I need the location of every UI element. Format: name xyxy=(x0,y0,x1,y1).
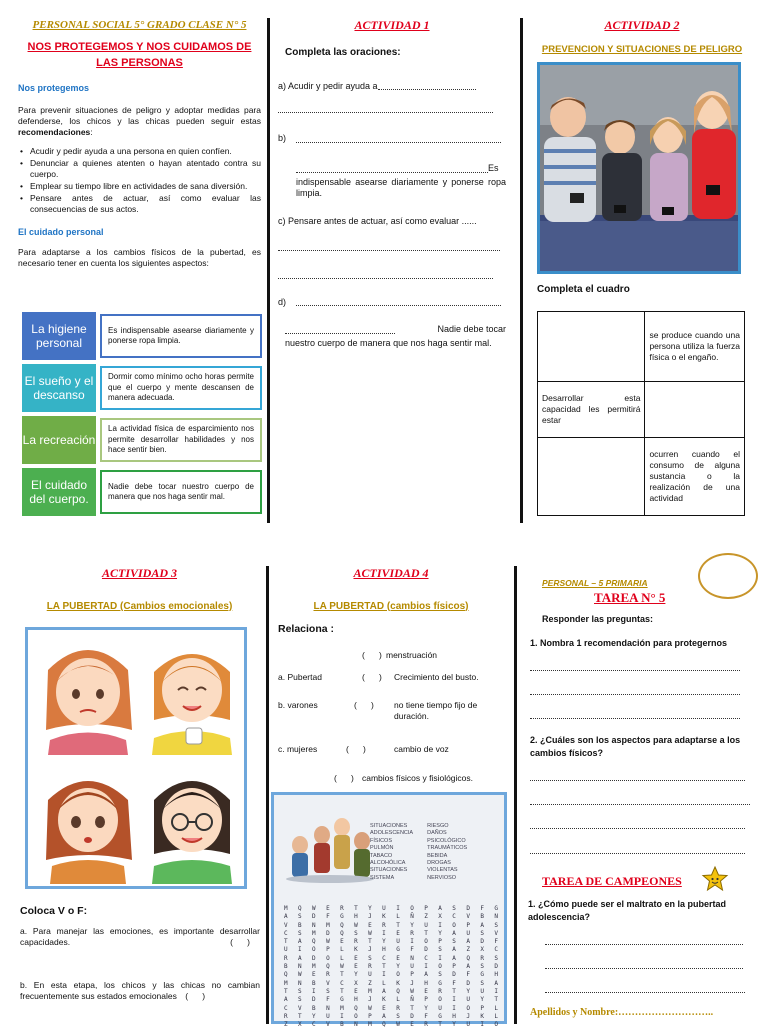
question-b-text: indispensable asearse diariamente y ponerse ropa limpia. xyxy=(296,176,506,199)
lesson-title: NOS PROTEGEMOS Y NOS CUIDAMOS DE LAS PERSONAS xyxy=(27,41,252,69)
aspect-desc: La actividad física de esparcimiento nos permite desarrollar habilidades y nos hace sentir bien. xyxy=(100,418,262,462)
column-divider xyxy=(267,18,270,523)
vf-statement: b. En esta etapa, los chicos y las chicas no cambian frecuentemente sus estados emocionales ( ) xyxy=(20,980,260,1002)
answer-line xyxy=(545,944,743,945)
relate-right: no tiene tiempo fijo de duración. xyxy=(394,700,478,722)
activity-subtitle: LA PUBERTAD (cambios físicos) xyxy=(313,600,469,612)
tarea-top-label: PERSONAL – 5 PRIMARIA xyxy=(542,578,648,588)
activity-instruction: Relaciona : xyxy=(278,622,335,635)
word-item: BEBIDA xyxy=(427,852,448,859)
relate-answer-box[interactable]: ( ) xyxy=(334,773,354,783)
relate-right: Crecimiento del busto. xyxy=(394,672,479,682)
decorative-oval xyxy=(698,553,758,599)
answer-line xyxy=(530,694,740,695)
question-d-text: nuestro cuerpo de manera que nos haga sentir mal. xyxy=(285,338,492,349)
table-cell: se produce cuando una persona utiliza la fuerza física o el engaño. xyxy=(645,312,745,382)
word-item: FÍSICOS xyxy=(370,837,393,844)
aspects-list xyxy=(22,312,262,522)
relate-row xyxy=(278,773,508,787)
tarea-title: TAREA N° 5 xyxy=(594,590,666,605)
word-item: RIESGO xyxy=(427,823,449,829)
table-cell: Desarrollar esta capacidad les permitirá estar xyxy=(538,382,645,438)
column-actividad-1 xyxy=(278,18,506,350)
vf-statement: a. Para manejar las emociones, es importante desarrollar capacidades. ( ) xyxy=(20,926,260,948)
aspect-label: El cuidado del cuerpo. xyxy=(22,468,96,516)
champions-title: TAREA DE CAMPEONES xyxy=(542,874,682,888)
question-b-cont: Es xyxy=(278,163,506,175)
table-cell[interactable] xyxy=(645,382,745,438)
word-item: DROGAS xyxy=(427,860,451,867)
aspect-row xyxy=(22,416,262,464)
section-intro: Para prevenir situaciones de peligro y adoptar medidas para defenderse, los chicos y las chicas pueden seguir estas recomendaciones: xyxy=(18,104,261,137)
relate-row xyxy=(278,672,508,686)
student-name-label[interactable]: Apellidos y Nombre:……………………….. xyxy=(530,1007,714,1018)
activity-subtitle: PREVENCION Y SITUACIONES DE PELIGRO xyxy=(541,43,743,55)
recommendations-list xyxy=(18,146,261,215)
answer-line xyxy=(530,670,740,671)
tarea-question: 1. ¿Cómo puede ser el maltrato en la pubertad adolescencia? xyxy=(528,899,727,922)
relate-answer-box[interactable]: ( ) xyxy=(362,672,382,682)
answer-line xyxy=(545,992,745,993)
question-a: a) Acudir y pedir ayuda a xyxy=(278,81,506,93)
relate-row xyxy=(278,700,508,726)
answer-line xyxy=(530,828,745,829)
answer-line xyxy=(545,968,743,969)
table-row xyxy=(538,312,745,382)
answer-line xyxy=(530,780,745,781)
relate-right: cambios físicos y fisiológicos. xyxy=(362,773,474,783)
table-row xyxy=(538,438,745,516)
question-d: d) xyxy=(278,297,506,309)
aspect-label: La recreación xyxy=(22,416,96,464)
activity-title: ACTIVIDAD 4 xyxy=(353,566,429,580)
photo-kids-phones xyxy=(537,62,741,274)
word-item: ADOLESCENCIA xyxy=(370,830,414,837)
question-d-cont: Nadie debe tocar xyxy=(278,324,506,336)
list-item: • Acudir y pedir ayuda a una persona en quien confíen. xyxy=(18,146,261,157)
table-cell: ocurren cuando el consumo de alguna sustancia o la realización de una actividad xyxy=(645,438,745,516)
aspect-label: La higiene personal xyxy=(22,312,96,360)
tarea-question: 2. ¿Cuáles son los aspectos para adaptarse a los cambios físicos? xyxy=(530,735,741,758)
column-divider xyxy=(266,566,269,1024)
relate-left: b. varones xyxy=(278,700,318,710)
word-item: ALCOHÓLICA xyxy=(370,860,406,867)
relate-answer-box[interactable]: ( ) xyxy=(346,744,366,754)
letter-grid[interactable]: M Q W E R T Y U I O P A S D F G A S D F G H J K L Ñ Z X C V B N V B N M Q W E R T Y U I O P A S C S M D Q S W I E R T Y A U S V T A Q W E R T Y U I O P S A D F U I O P L K J H G F D S A Z X C R A D O L E S C E N C I A Q R S B N M Q W E R T Y U I O P A S D Q W E R T Y U I O P A S D F G H M N B V C X Z L K J H G F D S A T S I S T E M A Q W E R T Y U I A S D F G H J K L Ñ P O I U Y T C V B N M Q W E R T Y U I O P L R T Y U I O P A S D F G H J K L Z X C V B N M Q W E R T Y U I O xyxy=(284,905,502,1029)
answer-line xyxy=(278,250,500,251)
relate-left: c. mujeres xyxy=(278,744,318,754)
vf-item xyxy=(20,926,260,948)
kids-phones-illustration xyxy=(540,65,738,271)
word-item: PULMÓN xyxy=(370,845,394,852)
relate-row xyxy=(278,744,508,758)
table-cell[interactable] xyxy=(538,438,645,516)
relate-row xyxy=(278,650,508,664)
aspect-row xyxy=(22,468,262,516)
star-icon xyxy=(702,866,728,892)
relate-answer-box[interactable]: ( ) xyxy=(362,650,382,660)
cuadro-table xyxy=(537,311,745,516)
word-search xyxy=(271,792,507,1029)
word-item: TRAUMÁTICOS xyxy=(427,845,468,852)
answer-line xyxy=(278,278,493,279)
word-item: VIOLENTAS xyxy=(427,867,458,874)
section-title: Nos protegemos xyxy=(18,83,90,94)
list-item: • Pensare antes de actuar, así como evaluar las consecuencias de sus actos. xyxy=(18,193,261,215)
answer-line xyxy=(530,718,740,719)
column-lesson xyxy=(18,18,261,269)
answer-line xyxy=(530,853,745,854)
cuadro-table-wrap xyxy=(537,311,745,516)
relate-answer-box[interactable]: ( ) xyxy=(354,700,374,710)
column-divider xyxy=(520,18,523,523)
aspect-label: El sueño y el descanso xyxy=(22,364,96,412)
aspect-desc: Nadie debe tocar nuestro cuerpo de manera que nos haga sentir mal. xyxy=(100,470,262,514)
column-actividad-4 xyxy=(272,566,510,636)
section-title: El cuidado personal xyxy=(18,227,104,238)
relate-right: menstruación xyxy=(386,650,438,660)
word-item: SISTEMA xyxy=(370,874,395,881)
word-list xyxy=(370,823,467,882)
question-c: c) Pensare antes de actuar, así como evaluar ...... xyxy=(278,216,477,227)
aspect-row xyxy=(22,364,262,412)
relate-right: cambio de voz xyxy=(394,744,449,754)
column-actividad-2 xyxy=(532,18,752,56)
youth-group-illustration xyxy=(280,805,380,885)
word-item: NERVIOSO xyxy=(427,874,457,881)
word-item: TABACO xyxy=(370,852,393,859)
tarea-question: 1. Nombra 1 recomendación para protegernos xyxy=(530,638,728,648)
word-item: SITUACIONES xyxy=(370,867,408,874)
answer-line xyxy=(278,112,493,113)
activity-subtitle: LA PUBERTAD (Cambios emocionales) xyxy=(46,600,233,612)
activity-instruction: Coloca V o F: xyxy=(20,905,88,917)
vf-answer-box[interactable]: ( ) xyxy=(185,991,206,1002)
column-actividad-3 xyxy=(18,566,261,613)
aspect-desc: Dormir como mínimo ocho horas permite que el cuerpo y mente descansen de manera adecuada. xyxy=(100,366,262,410)
tarea-instruction: Responder las preguntas: xyxy=(542,614,654,624)
section-intro: Para adaptarse a los cambios físicos de la pubertad, es necesario tener en cuenta los siguientes aspectos: xyxy=(18,246,261,268)
cartoon-faces xyxy=(28,630,244,886)
activity-instruction: Completa el cuadro xyxy=(537,284,630,295)
emotions-illustration xyxy=(25,627,247,889)
activity-title: ACTIVIDAD 2 xyxy=(604,18,680,32)
column-divider xyxy=(514,566,517,1024)
vf-answer-box[interactable]: ( ) xyxy=(230,937,250,948)
relate-left: a. Pubertad xyxy=(278,672,322,682)
word-item: PSICOLÓGICO xyxy=(427,837,466,844)
aspect-row xyxy=(22,312,262,360)
aspect-desc: Es indispensable asearse diariamente y ponerse ropa limpia. xyxy=(100,314,262,358)
list-item: • Denunciar a quienes atenten o hayan atentado contra su cuerpo. xyxy=(18,158,261,180)
page-header: PERSONAL SOCIAL 5° GRADO CLASE N° 5 xyxy=(32,19,247,31)
activity-instruction: Completa las oraciones: xyxy=(285,46,401,58)
vf-item xyxy=(20,980,260,1002)
table-row xyxy=(538,382,745,438)
word-item: DAÑOS xyxy=(427,830,447,837)
activity-title: ACTIVIDAD 3 xyxy=(101,566,178,580)
answer-line xyxy=(530,804,750,805)
word-item: SITUACIONES xyxy=(370,823,408,829)
list-item: • Emplear su tiempo libre en actividades de sana diversión. xyxy=(18,181,261,192)
question-b: b) xyxy=(278,133,506,145)
table-cell[interactable] xyxy=(538,312,645,382)
activity-title: ACTIVIDAD 1 xyxy=(354,18,430,32)
